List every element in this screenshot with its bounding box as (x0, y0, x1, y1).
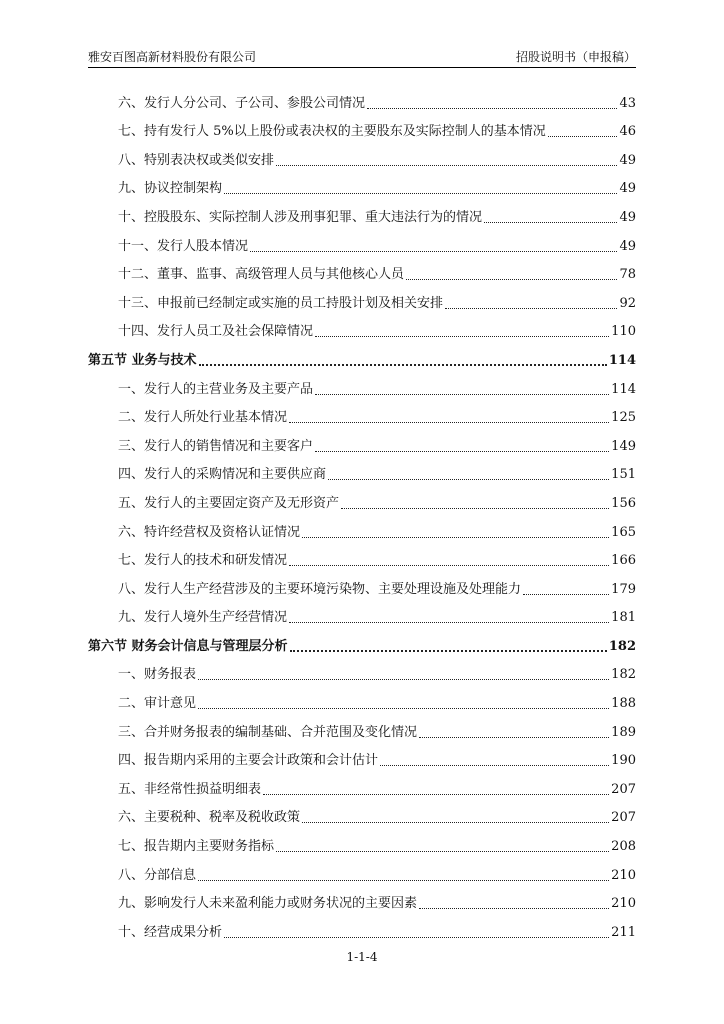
toc-entry-title: 二、审计意见 (118, 696, 197, 712)
toc-entry[interactable] (88, 712, 636, 741)
dot-leader (380, 764, 609, 766)
toc-entry[interactable] (88, 569, 636, 598)
dot-leader (289, 621, 609, 623)
toc-entry-page-number: 182 (611, 667, 636, 683)
dot-leader (302, 536, 609, 538)
toc-entry-title: 七、持有发行人 5%以上股份或表决权的主要股东及实际控制人的基本情况 (118, 124, 546, 140)
toc-entry-page-number: 181 (611, 610, 636, 626)
toc-entry[interactable] (88, 483, 636, 512)
toc-entry-title: 五、非经常性损益明细表 (118, 781, 262, 797)
toc-section-entry[interactable] (88, 626, 636, 655)
toc-entry[interactable] (88, 197, 636, 226)
toc-entry-page-number: 110 (611, 324, 636, 340)
toc-entry[interactable] (88, 283, 636, 312)
toc-entry-page-number: 211 (611, 924, 636, 940)
dot-leader (250, 250, 617, 252)
toc-entry-page-number: 49 (619, 209, 636, 225)
dot-leader (263, 793, 609, 795)
toc-entry[interactable] (88, 455, 636, 484)
toc-entry-page-number: 210 (611, 867, 636, 883)
toc-entry-page-number: 43 (619, 95, 636, 111)
dot-leader (419, 907, 609, 909)
toc-section-entry[interactable] (88, 340, 636, 369)
toc-entry[interactable] (88, 598, 636, 627)
toc-entry-title: 十三、申报前已经制定或实施的员工持股计划及相关安排 (118, 295, 444, 311)
dot-leader (523, 593, 609, 595)
toc-entry[interactable] (88, 912, 636, 941)
toc-entry[interactable] (88, 769, 636, 798)
toc-entry-title: 一、发行人的主营业务及主要产品 (118, 381, 314, 397)
toc-entry-title: 八、特别表决权或类似安排 (118, 152, 275, 168)
dot-leader (276, 164, 617, 166)
toc-entry[interactable] (88, 83, 636, 112)
toc-entry[interactable] (88, 512, 636, 541)
toc-entry-page-number: 210 (611, 896, 636, 912)
toc-entry-page-number: 149 (611, 438, 636, 454)
toc-entry-page-number: 92 (619, 295, 636, 311)
toc-entry-title: 十一、发行人股本情况 (118, 238, 249, 254)
toc-entry-page-number: 114 (611, 381, 636, 397)
toc-entry-title: 一、财务报表 (118, 667, 197, 683)
dot-leader (445, 307, 617, 309)
dot-leader (290, 649, 607, 652)
header-document-title: 招股说明书（申报稿） (515, 50, 636, 64)
dot-leader (198, 678, 609, 680)
dot-leader (341, 507, 609, 509)
dot-leader (484, 221, 617, 223)
toc-entry-title: 九、发行人境外生产经营情况 (118, 610, 288, 626)
toc-entry-title: 七、报告期内主要财务指标 (118, 839, 275, 855)
dot-leader (406, 278, 617, 280)
toc-entry-page-number: 125 (611, 410, 636, 426)
toc-entry-title: 六、特许经营权及资格认证情况 (118, 524, 301, 540)
toc-entry-page-number: 46 (619, 124, 636, 140)
toc-entry[interactable] (88, 255, 636, 284)
toc-entry-page-number: 151 (611, 467, 636, 483)
toc-entry[interactable] (88, 369, 636, 398)
toc-entry-title: 六、主要税种、税率及税收政策 (118, 810, 301, 826)
toc-entry[interactable] (88, 426, 636, 455)
page-number: 1-1-4 (346, 950, 378, 964)
toc-entry-page-number: 78 (619, 267, 636, 283)
dot-leader (198, 707, 609, 709)
toc-entry-title: 五、发行人的主要固定资产及无形资产 (118, 495, 340, 511)
toc-entry[interactable] (88, 541, 636, 570)
toc-entry-page-number: 49 (619, 181, 636, 197)
dot-leader (548, 135, 618, 137)
toc-entry[interactable] (88, 169, 636, 198)
dot-leader (224, 936, 609, 938)
toc-entry-title: 七、发行人的技术和研发情况 (118, 553, 288, 569)
toc-entry-title: 九、协议控制架构 (118, 181, 223, 197)
toc-entry[interactable] (88, 140, 636, 169)
dot-leader (224, 192, 617, 194)
toc-entry[interactable] (88, 826, 636, 855)
toc-entry[interactable] (88, 741, 636, 770)
toc-entry-title: 十四、发行人员工及社会保障情况 (118, 324, 314, 340)
toc-entry-page-number: 207 (611, 781, 636, 797)
toc-entry-title: 二、发行人所处行业基本情况 (118, 410, 288, 426)
toc-entry-page-number: 49 (619, 238, 636, 254)
dot-leader (419, 736, 609, 738)
dot-leader (276, 850, 609, 852)
toc-entry-page-number: 190 (611, 753, 636, 769)
toc-entry-title: 第五节 业务与技术 (88, 352, 197, 368)
toc-entry-page-number: 156 (611, 495, 636, 511)
toc-entry-title: 八、分部信息 (118, 867, 197, 883)
dot-leader (289, 564, 609, 566)
toc-entry-title: 三、合并财务报表的编制基础、合并范围及变化情况 (118, 724, 418, 740)
dot-leader (315, 335, 609, 337)
dot-leader (315, 450, 609, 452)
toc-entry-page-number: 49 (619, 152, 636, 168)
table-of-contents (88, 83, 636, 941)
toc-entry-title: 三、发行人的销售情况和主要客户 (118, 438, 314, 454)
dot-leader (302, 821, 609, 823)
toc-entry-title: 第六节 财务会计信息与管理层分析 (88, 638, 288, 654)
dot-leader (367, 107, 617, 109)
toc-entry-page-number: 179 (611, 581, 636, 597)
toc-entry-page-number: 182 (608, 638, 636, 654)
toc-entry-page-number: 114 (608, 352, 636, 368)
toc-entry-title: 九、影响发行人未来盈利能力或财务状况的主要因素 (118, 896, 418, 912)
toc-entry[interactable] (88, 855, 636, 884)
toc-entry-page-number: 166 (611, 553, 636, 569)
toc-entry-page-number: 207 (611, 810, 636, 826)
toc-entry-title: 四、发行人的采购情况和主要供应商 (118, 467, 327, 483)
dot-leader (199, 363, 607, 366)
toc-entry[interactable] (88, 226, 636, 255)
toc-entry[interactable] (88, 312, 636, 341)
toc-entry-title: 十、经营成果分析 (118, 924, 223, 940)
toc-entry[interactable] (88, 112, 636, 141)
dot-leader (328, 478, 609, 480)
toc-entry[interactable] (88, 798, 636, 827)
toc-entry-page-number: 165 (611, 524, 636, 540)
dot-leader (315, 393, 609, 395)
toc-entry-page-number: 189 (611, 724, 636, 740)
toc-entry-page-number: 188 (611, 696, 636, 712)
toc-entry[interactable] (88, 683, 636, 712)
page-header (88, 46, 636, 68)
toc-entry-title: 八、发行人生产经营涉及的主要环境污染物、主要处理设施及处理能力 (118, 581, 522, 597)
toc-entry[interactable] (88, 398, 636, 427)
toc-entry-title: 十二、董事、监事、高级管理人员与其他核心人员 (118, 267, 405, 283)
dot-leader (198, 879, 609, 881)
toc-entry-page-number: 208 (611, 839, 636, 855)
header-company-name: 雅安百图高新材料股份有限公司 (88, 50, 257, 64)
dot-leader (289, 421, 609, 423)
toc-entry-title: 十、控股股东、实际控制人涉及刑事犯罪、重大违法行为的情况 (118, 209, 483, 225)
toc-entry[interactable] (88, 884, 636, 913)
toc-entry[interactable] (88, 655, 636, 684)
toc-entry-title: 四、报告期内采用的主要会计政策和会计估计 (118, 753, 379, 769)
toc-entry-title: 六、发行人分公司、子公司、参股公司情况 (118, 95, 366, 111)
